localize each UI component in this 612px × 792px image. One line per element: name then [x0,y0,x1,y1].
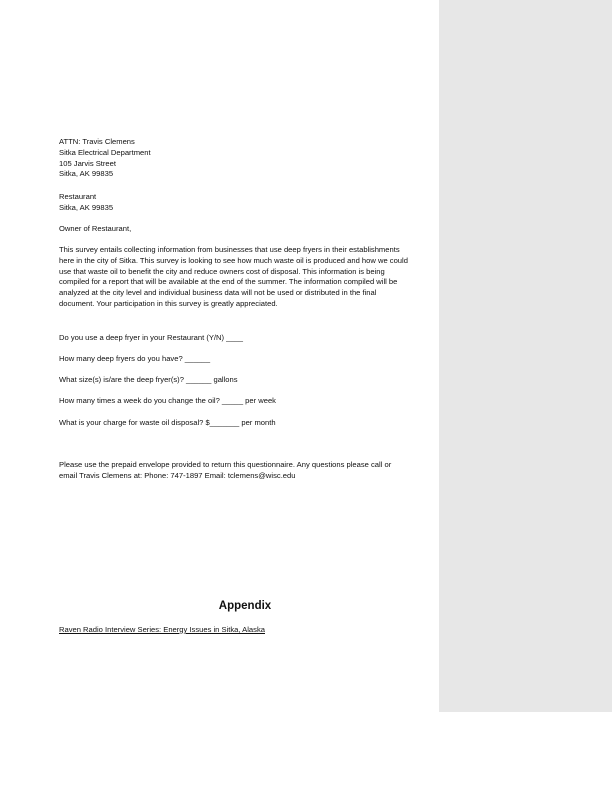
closing-line: email Travis Clemens at: Phone: 747-1897 Email: tclemens@wisc.edu [59,470,296,480]
recipient-line: Sitka, AK 99835 [59,202,114,212]
intro-line: document. Your participation in this survey is greatly appreciated. [59,298,278,308]
closing-paragraph [59,460,431,482]
intro-paragraph [59,245,431,310]
intro-line: analyzed at the city level and individual business data will not be used or distributed in the final [59,288,377,298]
comment-margin-pane [439,0,612,712]
survey-question-fryer-size: What size(s) is/are the deep fryer(s)? ______ gallons [59,375,238,384]
survey-question-deep-fryer-use: Do you use a deep fryer in your Restaurant (Y/N) ____ [59,333,244,342]
survey-question-fryer-count: How many deep fryers do you have? ______ [59,354,211,363]
address-line: ATTN: Travis Clemens [59,137,135,146]
survey-question-oil-change-frequency: How many times a week do you change the oil? _____ per week [59,396,276,405]
address-line: 105 Jarvis Street [59,158,116,168]
intro-line: use that waste oil to benefit the city and reduce owners cost of disposal. This information is being [59,266,385,276]
appendix-link-raven-radio[interactable]: Raven Radio Interview Series: Energy Issues in Sitka, Alaska [59,625,265,634]
survey-question-disposal-charge: What is your charge for waste oil disposal? $_______ per month [59,418,276,427]
closing-line: Please use the prepaid envelope provided to return this questionnaire. Any questions please call or [59,460,392,469]
recipient-line: Restaurant [59,192,97,201]
appendix-heading: Appendix [218,600,272,612]
intro-line: here in the city of Sitka. This survey is looking to see how much waste oil is produced and how we could [59,255,408,265]
salutation: Owner of Restaurant, [59,224,132,233]
address-line: Sitka, AK 99835 [59,169,114,179]
intro-line: This survey entails collecting information from businesses that use deep fryers in their establishments [59,245,400,254]
sender-address-block [59,137,431,180]
address-line: Sitka Electrical Department [59,147,151,157]
intro-line: compiled for a report that will be available at the end of the summer. The information compiled will be [59,277,398,287]
recipient-address-block [59,192,431,214]
